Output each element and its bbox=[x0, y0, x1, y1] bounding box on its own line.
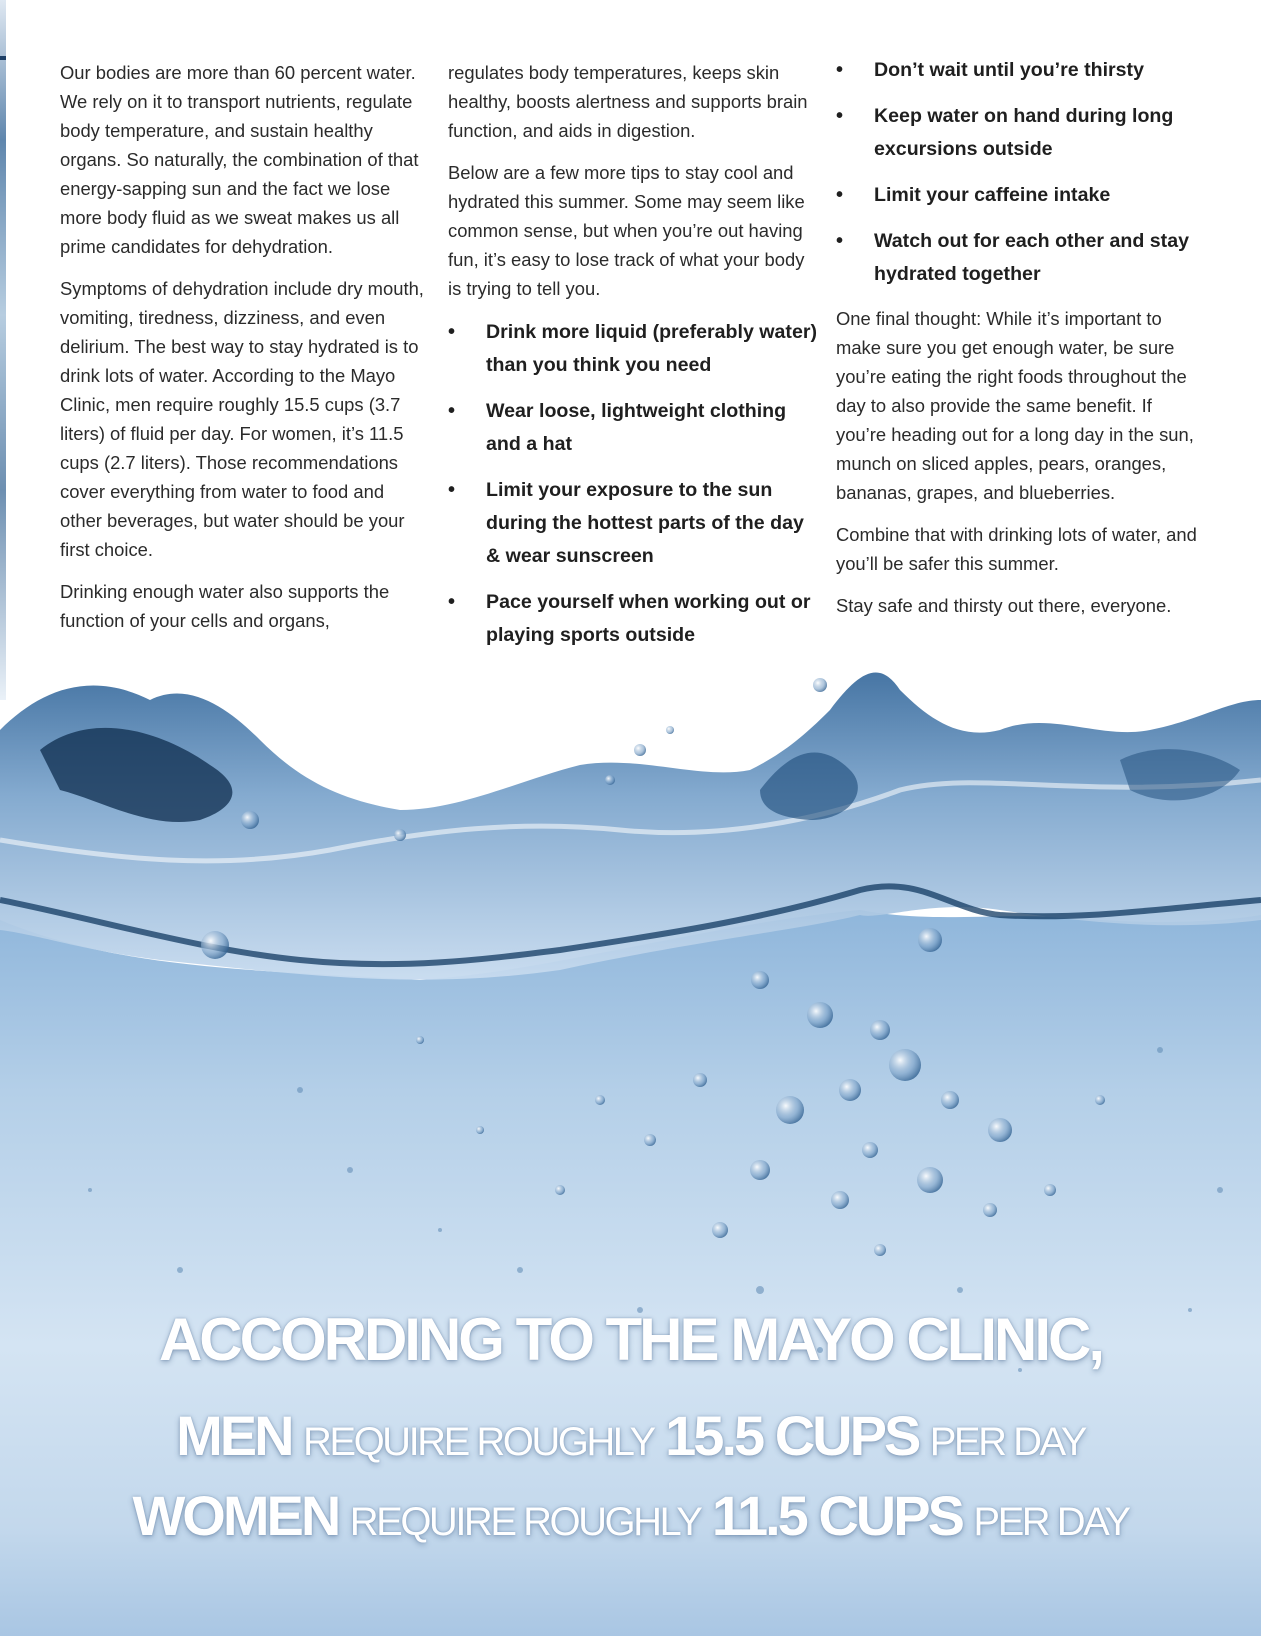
list-item: • Drink more liquid (preferably water) than you think you need bbox=[448, 316, 818, 382]
paragraph-symptoms: Symptoms of dehydration include dry mouth, vomiting, tiredness, dizziness, and even delirium. The best way to stay hydrated is to drink lots of water. According to the Mayo Clinic, men require roughly 15.5 cups (3.7 liters) of fluid per day. For women, it’s 11.5 cups (2.7 liters). Those recommendations cover everything from water to food and other beverages, but water should be your first choice. bbox=[60, 278, 424, 560]
bullet-icon: • bbox=[836, 184, 844, 206]
women-tail: PER DAY bbox=[973, 1500, 1129, 1544]
bullet-icon: • bbox=[836, 59, 844, 81]
article-columns bbox=[0, 0, 1261, 680]
men-tail: PER DAY bbox=[929, 1420, 1085, 1464]
paragraph-combine: Combine that with drinking lots of water, and you’ll be safer this summer. bbox=[836, 524, 1197, 574]
women-mid: REQUIRE ROUGHLY bbox=[349, 1500, 701, 1544]
paragraph-intro: Our bodies are more than 60 percent water. We rely on it to transport nutrients, regulate body temperature, and sustain healthy organs. So naturally, the combination of that energy-sapping sun and the fact we lose more body fluid as we sweat makes us all prime candidates for dehydration. bbox=[60, 62, 419, 257]
men-amount: 15.5 CUPS bbox=[665, 1404, 919, 1467]
men-label: MEN bbox=[176, 1404, 292, 1467]
headline-men bbox=[0, 1403, 1261, 1475]
bullet-icon: • bbox=[836, 105, 844, 127]
paragraph-final-thought: One final thought: While it’s important to make sure you get enough water, be sure you’re eating the right foods throughout the day to also provide the same benefit. If you’re heading out for a long day in the sun, munch on sliced apples, pears, oranges, bananas, grapes, and blueberries. bbox=[836, 308, 1194, 503]
column-2 bbox=[448, 58, 818, 665]
paragraph-tips-intro: Below are a few more tips to stay cool and hydrated this summer. Some may seem like common sense, but when you’re out having fun, it’s easy to lose track of what your body is trying to tell you. bbox=[448, 162, 805, 299]
bullet-icon: • bbox=[836, 230, 844, 252]
women-label: WOMEN bbox=[132, 1484, 339, 1547]
men-mid: REQUIRE ROUGHLY bbox=[303, 1420, 654, 1464]
women-amount: 11.5 CUPS bbox=[711, 1484, 962, 1547]
paragraph-continued: regulates body temperatures, keeps skin healthy, boosts alertness and supports brain function, and aids in digestion. bbox=[448, 62, 808, 141]
tips-list-1 bbox=[448, 316, 818, 652]
bullet-icon: • bbox=[448, 400, 456, 422]
paragraph-sign-off: Stay safe and thirsty out there, everyone. bbox=[836, 595, 1172, 616]
list-item: • Don’t wait until you’re thirsty bbox=[836, 54, 1206, 87]
bullet-icon: • bbox=[448, 591, 456, 613]
list-item: • Watch out for each other and stay hydrated together bbox=[836, 225, 1206, 291]
column-1 bbox=[60, 58, 428, 648]
tips-list-2 bbox=[836, 54, 1206, 291]
headline-line-1: ACCORDING TO THE MAYO CLINIC, bbox=[158, 1306, 1103, 1373]
list-item: • Wear loose, lightweight clothing and a hat bbox=[448, 395, 818, 461]
column-3 bbox=[836, 54, 1206, 633]
list-item: • Keep water on hand during long excursions outside bbox=[836, 100, 1206, 166]
headline-women bbox=[0, 1483, 1261, 1555]
bullet-icon: • bbox=[448, 479, 456, 501]
bullet-icon: • bbox=[448, 321, 456, 343]
paragraph-supports: Drinking enough water also supports the function of your cells and organs, bbox=[60, 581, 390, 631]
list-item: • Limit your caffeine intake bbox=[836, 179, 1206, 212]
list-item: • Pace yourself when working out or playing sports outside bbox=[448, 586, 818, 652]
list-item: • Limit your exposure to the sun during the hottest parts of the day & wear sunscreen bbox=[448, 474, 818, 573]
